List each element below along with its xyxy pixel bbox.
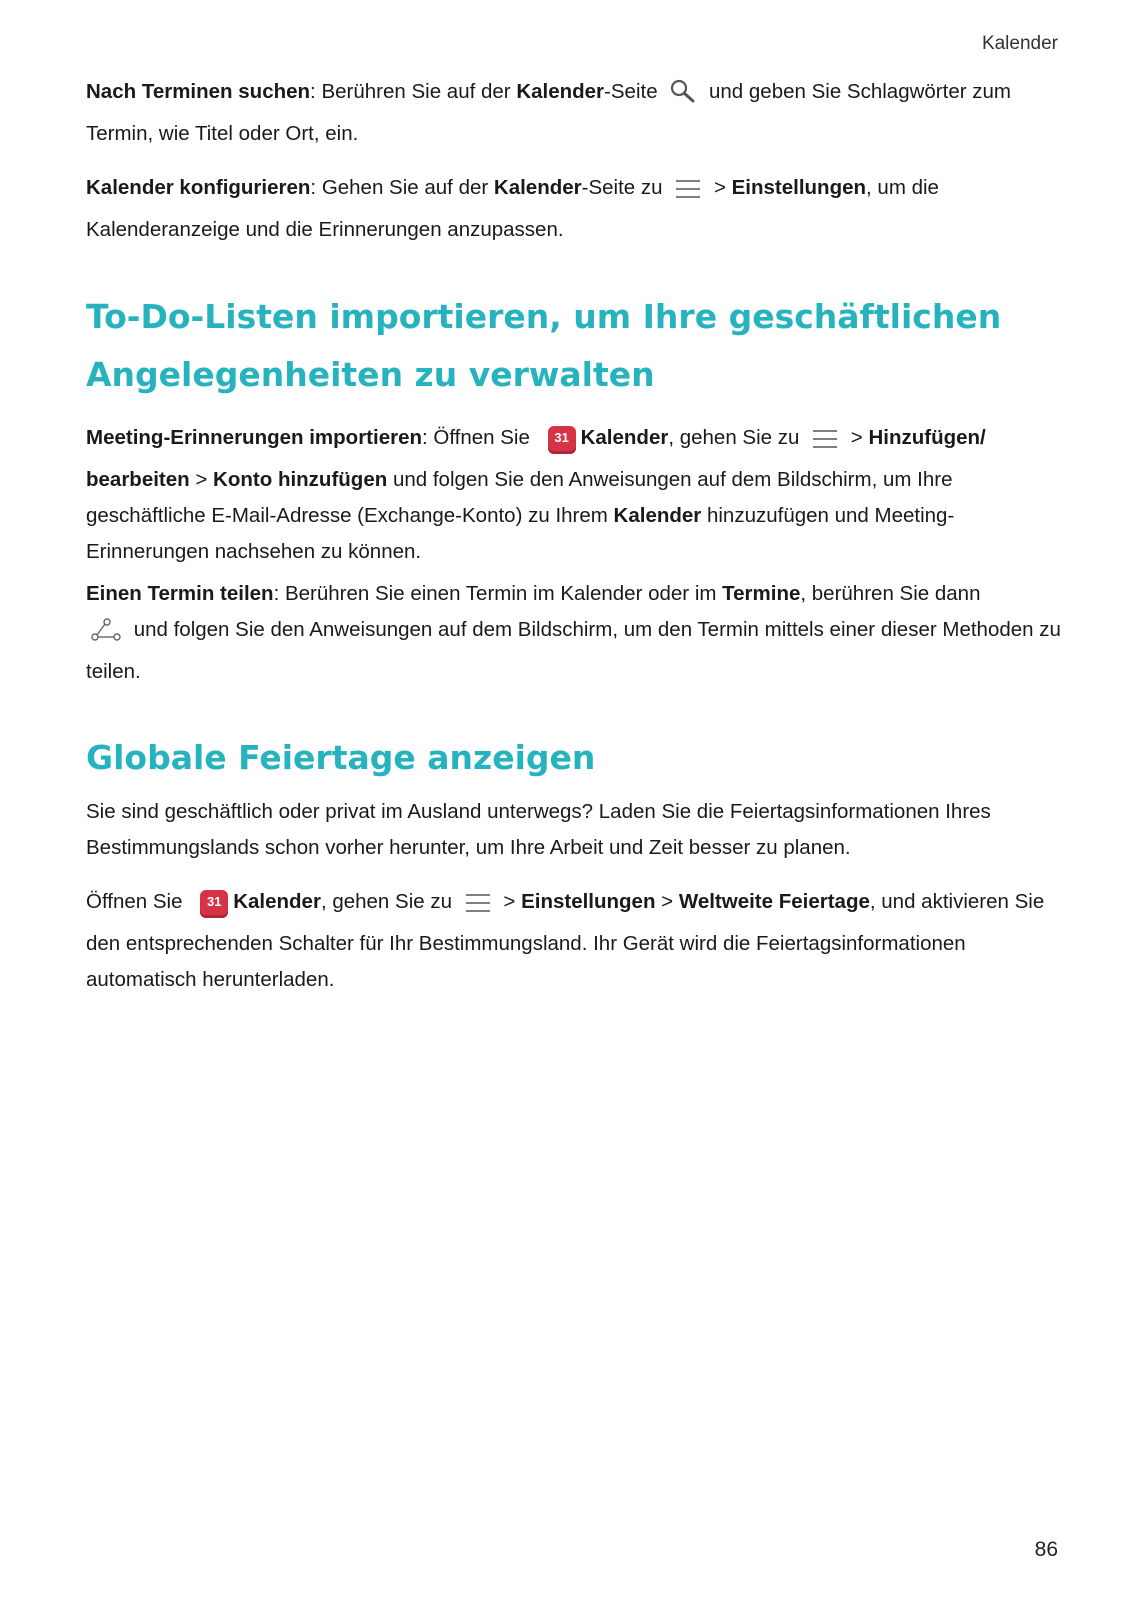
paragraph-holidays-intro: Sie sind geschäftlich oder privat im Ausland unterwegs? Laden Sie die Feiertagsinformationen Ihres Bestimmungslands schon vorher herunter, um Ihre Arbeit und Zeit besser zu planen. <box>86 800 991 859</box>
share-icon <box>90 618 122 654</box>
calendar-app-icon: 31 <box>200 890 228 918</box>
calendar-app-icon: 31 <box>548 426 576 454</box>
paragraph-configure-calendar: Kalender konfigurieren: Gehen Sie auf der Kalender-Seite zu > Einstellungen, um die Kalenderanzeige und die Erinnerungen anzupassen. <box>86 176 939 241</box>
paragraph-enable-holidays: Öffnen Sie 31 Kalender, gehen Sie zu > Einstellungen > Weltweite Feiertage, und aktivieren Sie den entsprechenden Schalter für Ihr Bestimmungsland. Ihr Gerät wird die Feiertagsinformationen automatisch herunterladen. <box>86 890 1045 991</box>
menu-icon <box>464 890 492 926</box>
running-header: Kalender <box>981 33 1058 54</box>
menu-icon <box>811 426 839 462</box>
page-content <box>86 74 1062 998</box>
section-heading-todo-lists: To-Do-Listen importieren, um Ihre geschäftlichen Angelegenheiten zu verwalten <box>86 297 1002 394</box>
section-heading-global-holidays: Globale Feiertage anzeigen <box>86 738 596 777</box>
paragraph-share-appointment: Einen Termin teilen: Berühren Sie einen Termin im Kalender oder im Termine, berühren Sie dann und folgen Sie den Anweisungen auf dem Bildschirm, um den Termin mittels einer dieser Methoden zu teilen. <box>86 582 1061 683</box>
page-number: 86 <box>1034 1538 1058 1561</box>
search-icon <box>669 78 697 116</box>
menu-icon <box>674 176 702 212</box>
paragraph-import-meeting-reminders: Meeting-Erinnerungen importieren: Öffnen Sie 31 Kalender, gehen Sie zu > Hinzufügen/ bearbeiten > Konto hinzufügen und folgen Sie den Anweisungen auf dem Bildschirm, um Ihre geschäftliche E-Mail-Adresse (Exchange-Konto) zu Ihrem Kalender hinzuzufügen und Meeting-Erinnerungen nachsehen zu können. <box>86 426 986 563</box>
paragraph-search-appointments: Nach Terminen suchen: Berühren Sie auf der Kalender-Seite und geben Sie Schlagwörter zum Termin, wie Titel oder Ort, ein. <box>86 80 1011 145</box>
